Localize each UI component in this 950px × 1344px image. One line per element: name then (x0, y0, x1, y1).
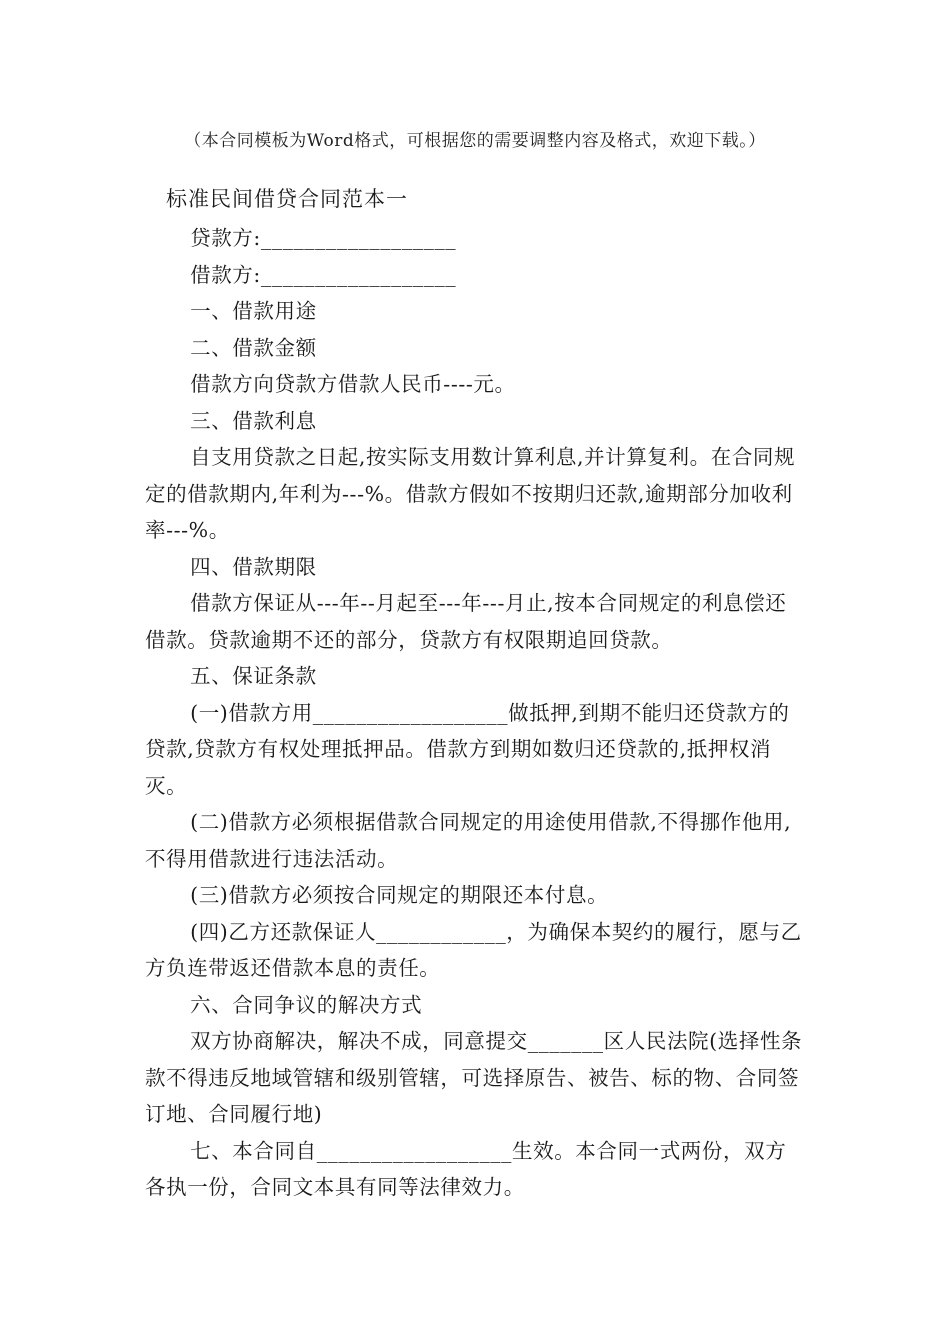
interest-clause: 自支用贷款之日起,按实际支用数计算利息,并计算复利。在合同规定的借款期内,年利为---%。借款方假如不按期归还款,逾期部分加收利率---%。 (145, 445, 796, 542)
amount-clause: 借款方向贷款方借款人民币----元。 (190, 372, 516, 396)
term-clause: 借款方保证从---年--月起至---年---月止,按本合同规定的利息偿还借款。贷款逾期不还的部分，贷款方有权限期追回贷款。 (145, 591, 787, 652)
section-heading-dispute: 六、合同争议的解决方式 (190, 992, 423, 1017)
section-heading-term: 四、借款期限 (190, 554, 317, 579)
guarantee-clause-2: (二)借款方必须根据借款合同规定的用途使用借款,不得挪作他用,不得用借款进行违法活动。 (145, 810, 792, 871)
section-heading-interest: 三、借款利息 (190, 408, 317, 433)
section-heading-amount: 二、借款金额 (190, 335, 317, 360)
guarantee-clause-4: (四)乙方还款保证人____________，为确保本契约的履行，愿与乙方负连带返还借款本息的责任。 (145, 919, 802, 980)
effective-clause: 七、本合同自__________________生效。本合同一式两份，双方各执一份，合同文本具有同等法律效力。 (145, 1138, 787, 1199)
section-heading-purpose: 一、借款用途 (190, 299, 317, 323)
dispute-clause: 双方协商解决，解决不成，同意提交_______区人民法院(选择性条款不得违反地域管辖和级别管辖，可选择原告、被告、标的物、合同签订地、合同履行地) (145, 1029, 803, 1126)
lender-field: 贷款方:__________________ (190, 226, 457, 250)
document-title: 标准民间借贷合同范本一 (166, 187, 408, 211)
guarantee-clause-3: (三)借款方必须按合同规定的期限还本付息。 (190, 883, 609, 907)
section-heading-guarantee: 五、保证条款 (190, 664, 317, 688)
guarantee-clause-1: (一)借款方用__________________做抵押,到期不能归还贷款方的贷款,贷款方有权处理抵押品。借款方到期如数归还贷款的,抵押权消灭。 (145, 700, 790, 798)
template-notice: （本合同模板为Word格式，可根据您的需要调整内容及格式，欢迎下载。） (184, 131, 766, 151)
borrower-field: 借款方:__________________ (190, 262, 457, 287)
document-body (145, 220, 807, 1206)
